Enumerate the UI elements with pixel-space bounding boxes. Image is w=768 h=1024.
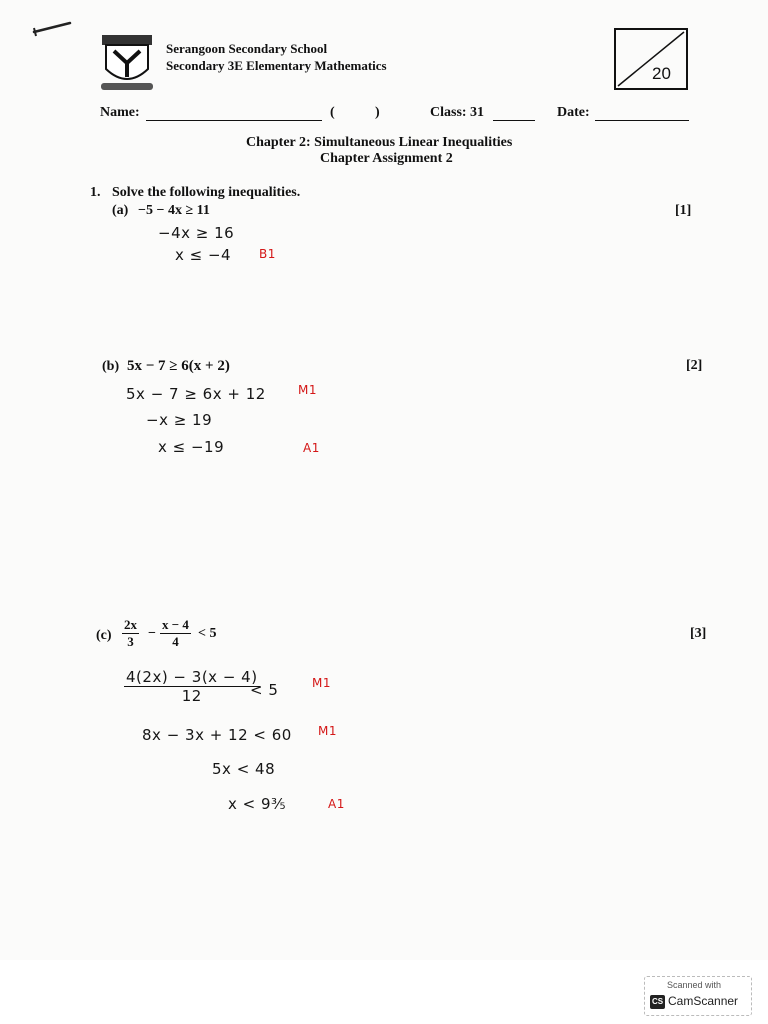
camscanner-watermark — [644, 976, 752, 1016]
part-c-minus: − — [148, 626, 156, 641]
part-c-step-1-rhs: < 5 — [250, 681, 279, 699]
part-c-step-1-num: 4(2x) − 3(x − 4) — [126, 668, 258, 686]
pen-stroke — [30, 18, 74, 38]
camscanner-logo-icon: CS — [650, 995, 665, 1009]
part-a-expression: −5 − 4x ≥ 11 — [138, 203, 210, 218]
school-name: Serangoon Secondary School — [166, 41, 328, 56]
part-c-fraction-2-num: x − 4 — [162, 617, 189, 632]
part-c-rhs: < 5 — [198, 626, 217, 641]
chapter-title: Chapter 2: Simultaneous Linear Inequalities — [246, 135, 513, 150]
part-c-mark-m1-b: M1 — [318, 724, 337, 738]
part-b-mark-a1: A1 — [303, 441, 320, 455]
date-label: Date: — [557, 105, 590, 120]
score-total: 20 — [652, 64, 671, 83]
part-b-step-3: x ≤ −19 — [158, 438, 225, 456]
part-c-fraction-1-num: 2x — [124, 617, 137, 632]
date-line[interactable] — [595, 120, 689, 121]
assignment-title: Chapter Assignment 2 — [320, 151, 453, 166]
score-box — [614, 28, 688, 90]
name-label: Name: — [100, 105, 140, 120]
part-b-marks: [2] — [686, 358, 703, 373]
part-b-mark-m1: M1 — [298, 383, 317, 397]
part-c-fraction-2-den: 4 — [172, 634, 179, 649]
class-line[interactable] — [493, 120, 535, 121]
part-c-step-1-fraction — [124, 668, 260, 705]
register-open: ( — [330, 105, 335, 120]
part-a-label: (a) — [112, 203, 129, 218]
part-b-label: (b) — [102, 359, 120, 374]
part-a-mark-b1: B1 — [259, 247, 276, 261]
question-instruction: Solve the following inequalities. — [112, 185, 301, 200]
part-b-expression: 5x − 7 ≥ 6(x + 2) — [127, 358, 230, 374]
part-c-fraction-1 — [122, 617, 139, 650]
score-divider — [616, 30, 686, 88]
part-a-step-1: −4x ≥ 16 — [158, 224, 235, 242]
part-c-fraction-2 — [160, 617, 191, 650]
name-line[interactable] — [146, 120, 322, 121]
register-close: ) — [375, 105, 380, 120]
part-c-marks: [3] — [690, 626, 707, 641]
part-b-step-2: −x ≥ 19 — [146, 411, 213, 429]
class-label: Class: 31 — [430, 105, 485, 120]
part-c-label: (c) — [96, 628, 112, 643]
watermark-brand: CamScanner — [668, 994, 739, 1008]
part-a-step-2: x ≤ −4 — [175, 246, 232, 264]
part-c-step-4: x < 9⅗ — [228, 795, 287, 813]
watermark-caption: Scanned with — [667, 980, 722, 990]
part-c-step-3: 5x < 48 — [212, 760, 276, 778]
part-b-step-1: 5x − 7 ≥ 6x + 12 — [126, 385, 266, 403]
course-name: Secondary 3E Elementary Mathematics — [166, 58, 387, 73]
part-c-mark-a1: A1 — [328, 797, 345, 811]
part-c-step-1-den: 12 — [181, 687, 202, 705]
school-crest-icon — [98, 33, 156, 93]
question-number: 1. — [90, 185, 101, 200]
part-c-fraction-1-den: 3 — [127, 634, 134, 649]
part-c-mark-m1-a: M1 — [312, 676, 331, 690]
part-a-marks: [1] — [675, 203, 692, 218]
part-c-step-2: 8x − 3x + 12 < 60 — [142, 726, 292, 744]
